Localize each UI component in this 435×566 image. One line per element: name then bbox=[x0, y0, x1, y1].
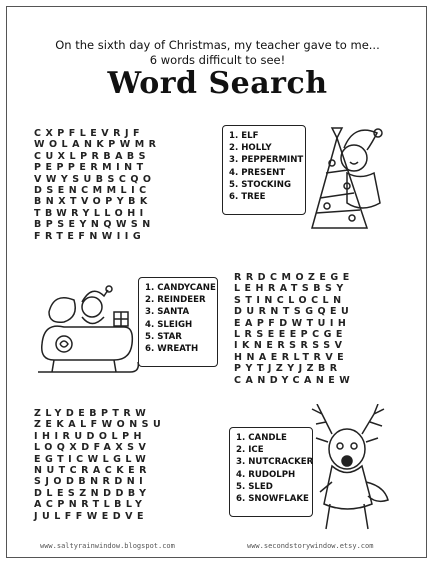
grid-row: IHIRUDOLPH bbox=[34, 430, 146, 442]
word-list-item: 6. SNOWFLAKE bbox=[236, 494, 309, 505]
footer-right: www.secondstorywindow.etsy.com bbox=[247, 542, 374, 550]
grid-row: LEHRATSBSY bbox=[234, 283, 348, 295]
footer-left: www.saltyrainwindow.blogspot.com bbox=[40, 542, 175, 550]
elf-illustration bbox=[292, 118, 392, 233]
word-list-item: 3. PEPPERMINT bbox=[229, 155, 304, 166]
word-list-item: 5. STAR bbox=[145, 331, 182, 342]
word-list-item: 2. REINDEER bbox=[145, 295, 206, 306]
grid-row: CXPFLEVRJF bbox=[34, 128, 144, 139]
grid-row: JULFFWEDVE bbox=[34, 510, 148, 522]
word-list-item: 6. WREATH bbox=[145, 344, 199, 355]
grid-row: FRTEFNWIIG bbox=[34, 230, 146, 242]
grid-row: LOQXDFAXSV bbox=[34, 442, 151, 454]
word-list-item: 5. STOCKING bbox=[229, 179, 292, 190]
word-list-item: 1. CANDLE bbox=[236, 433, 287, 443]
word-grid-3 bbox=[34, 408, 165, 522]
page-title: Word Search bbox=[107, 66, 328, 101]
word-list-item: 4. RUDOLPH bbox=[236, 469, 296, 480]
grid-row: BNXTVOPYBK bbox=[34, 196, 152, 208]
grid-row: NUTCRACKER bbox=[34, 465, 151, 477]
intro-line-1: On the sixth day of Christmas, my teacher gave to me... bbox=[55, 38, 380, 52]
word-list-3 bbox=[229, 427, 313, 517]
grid-row: WOLANKPWMR bbox=[34, 139, 161, 151]
word-list-item: 4. PRESENT bbox=[229, 167, 286, 178]
word-list-item: 2. ICE bbox=[236, 445, 264, 456]
grid-row: PEPPERMINT bbox=[34, 162, 148, 174]
intro-line-2: 6 words difficult to see! bbox=[149, 53, 286, 67]
grid-row: BPSEYNQWSN bbox=[34, 219, 155, 231]
grid-row: ACPNRTLBLY bbox=[34, 499, 147, 511]
grid-row: DURNTSGQEU bbox=[234, 306, 354, 318]
word-list-item: 5. SLED bbox=[236, 481, 273, 492]
grid-row: PYTJZYJZBR bbox=[234, 363, 342, 375]
grid-row: EAPFDWTUIH bbox=[234, 317, 351, 329]
word-list-item: 6. TREE bbox=[229, 192, 266, 203]
grid-row: DLESZNDDBY bbox=[34, 487, 151, 499]
grid-row: CUXLPRBABS bbox=[34, 150, 151, 162]
grid-row: DSENCMMLIC bbox=[34, 185, 151, 197]
grid-row: ZEKALFWONSU bbox=[34, 419, 166, 431]
word-list-item: 1. ELF bbox=[229, 131, 259, 141]
grid-row: STINCLOCLN bbox=[234, 294, 346, 306]
intro-text bbox=[0, 38, 435, 68]
grid-row: HNAERLTRVE bbox=[234, 351, 349, 363]
grid-row: LRSEEEPCGE bbox=[234, 329, 347, 341]
word-list-item: 1. CANDYCANE bbox=[145, 283, 216, 293]
grid-row: CANDYCANEW bbox=[234, 374, 355, 386]
word-grid-2 bbox=[234, 272, 354, 386]
word-list-item: 4. SLEIGH bbox=[145, 319, 193, 330]
word-list-item: 2. HOLLY bbox=[229, 143, 272, 154]
grid-row: EGTICWLGLW bbox=[34, 453, 151, 465]
grid-row: RRDCMOZEGE bbox=[234, 272, 354, 283]
grid-row: IKNERSRSSV bbox=[234, 340, 347, 352]
reindeer-illustration bbox=[302, 404, 402, 536]
sleigh-illustration bbox=[34, 282, 144, 382]
word-list-2 bbox=[138, 277, 218, 367]
word-list-item: 3. NUTCRACKER bbox=[236, 457, 314, 468]
grid-row: VWYSUBSCQO bbox=[34, 173, 156, 185]
grid-row: TBWRYLLOHI bbox=[34, 207, 148, 219]
word-grid-1 bbox=[34, 128, 160, 242]
word-list-item: 3. SANTA bbox=[145, 307, 190, 318]
grid-row: SJODBNRDNI bbox=[34, 476, 148, 488]
grid-row: ZLYDEBPTRW bbox=[34, 408, 151, 419]
